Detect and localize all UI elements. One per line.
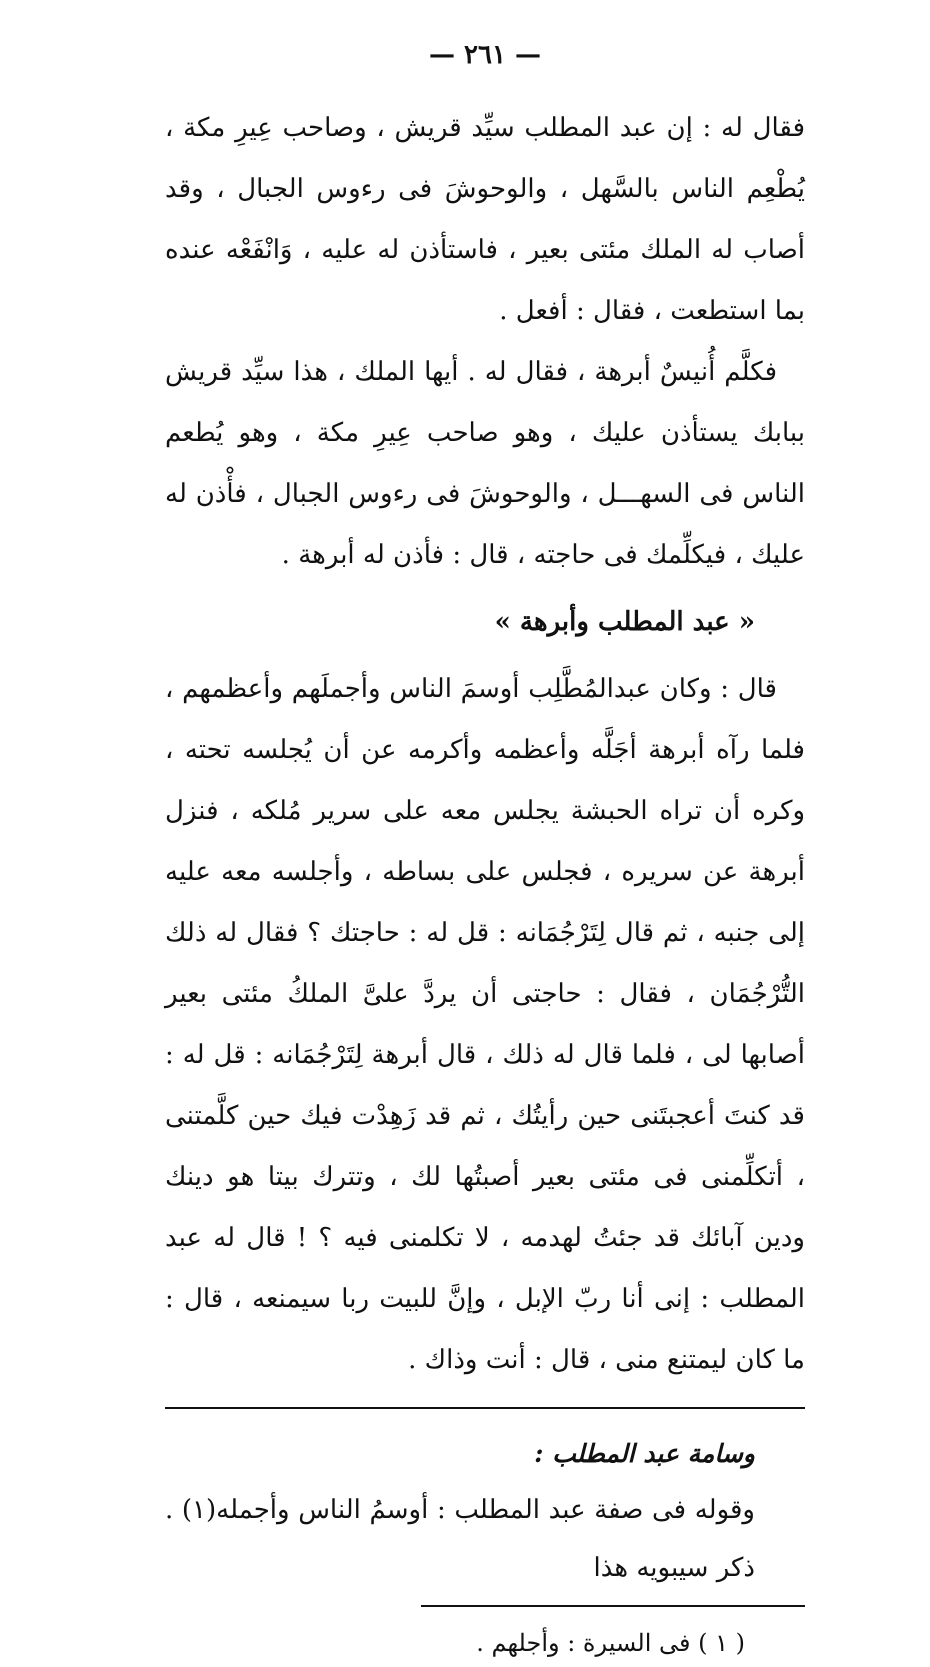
notes-heading: وسامة عبد المطلب : — [534, 1439, 755, 1468]
paragraph-1: فقال له : إن عبد المطلب سيِّد قريش ، وصاحب عِيرِ مكة ، يُطْعِم الناس بالسَّهل ، والوحوشَ فى رءوس الجبال ، وقد أصاب له الملك مئتى بعير ، فاستأذن له عليه ، وَانْفَعْه عنده بما استطعت ، فقال : أفعل . — [165, 113, 805, 326]
paragraph-2: فكلَّم أُنيسٌ أبرهة ، فقال له . أيها الملك ، هذا سيِّد قريش ببابك يستأذن عليك ، وهو صاحب عِيرِ مكة ، وهو يُطعم الناس فى السهـــل ، والوحوشَ فى رءوس الجبال ، فأْذن له عليك ، فيكلِّمك فى حاجته ، قال : فأذن له أبرهة . — [165, 357, 805, 570]
section-paragraph: قال : وكان عبدالمُطَّلِب أوسمَ الناس وأجملَهم وأعظمهم ، فلما رآه أبرهة أجَلَّه وأعظمه وأكرمه عن أن يُجلسه تحته ، وكره أن تراه الحبشة يجلس معه على سرير مُلكه ، فنزل أبرهة عن سريره ، فجلس على بساطه ، وأجلسه معه عليه إلى جنبه ، ثم قال لِتَرْجُمَانه : قل له : حاجتك ؟ فقال له ذلك التُّرْجُمَان ، فقال : حاجتى أن يردَّ علىَّ الملكُ مئتى بعير أصابها لى ، فلما قال له ذلك ، قال أبرهة لِتَرْجُمَانه : قل له : قد كنتَ أعجبتَنى حين رأيتُك ، ثم قد زَهِدْت فيك حين كلَّمتنى ، أتكلِّمنى فى مئتى بعير أصبتُها لك ، وتترك بيتا هو دينك ودين آبائك قد جئتُ لهدمه ، لا تكلمنى فيه ؟ ! قال له عبد المطلب : إنى أنا ربّ الإبل ، وإنَّ للبيت ربا سيمنعه ، قال : ما كان ليمتنع منى ، قال : أنت وذاك . — [165, 674, 805, 1375]
footnote-rule — [421, 1605, 805, 1607]
page-number: — ٢٦١ — — [428, 40, 542, 70]
footnote: ( ١ ) فى السيرة : وأجلهم . — [476, 1629, 745, 1657]
notes-paragraph: وقوله فى صفة عبد المطلب : أوسمُ الناس وأجمله(١) . ذكر سيبويه هذا — [165, 1495, 755, 1583]
divider-rule — [165, 1407, 805, 1409]
section-heading: « عبد المطلب وأبرهة » — [494, 607, 755, 637]
